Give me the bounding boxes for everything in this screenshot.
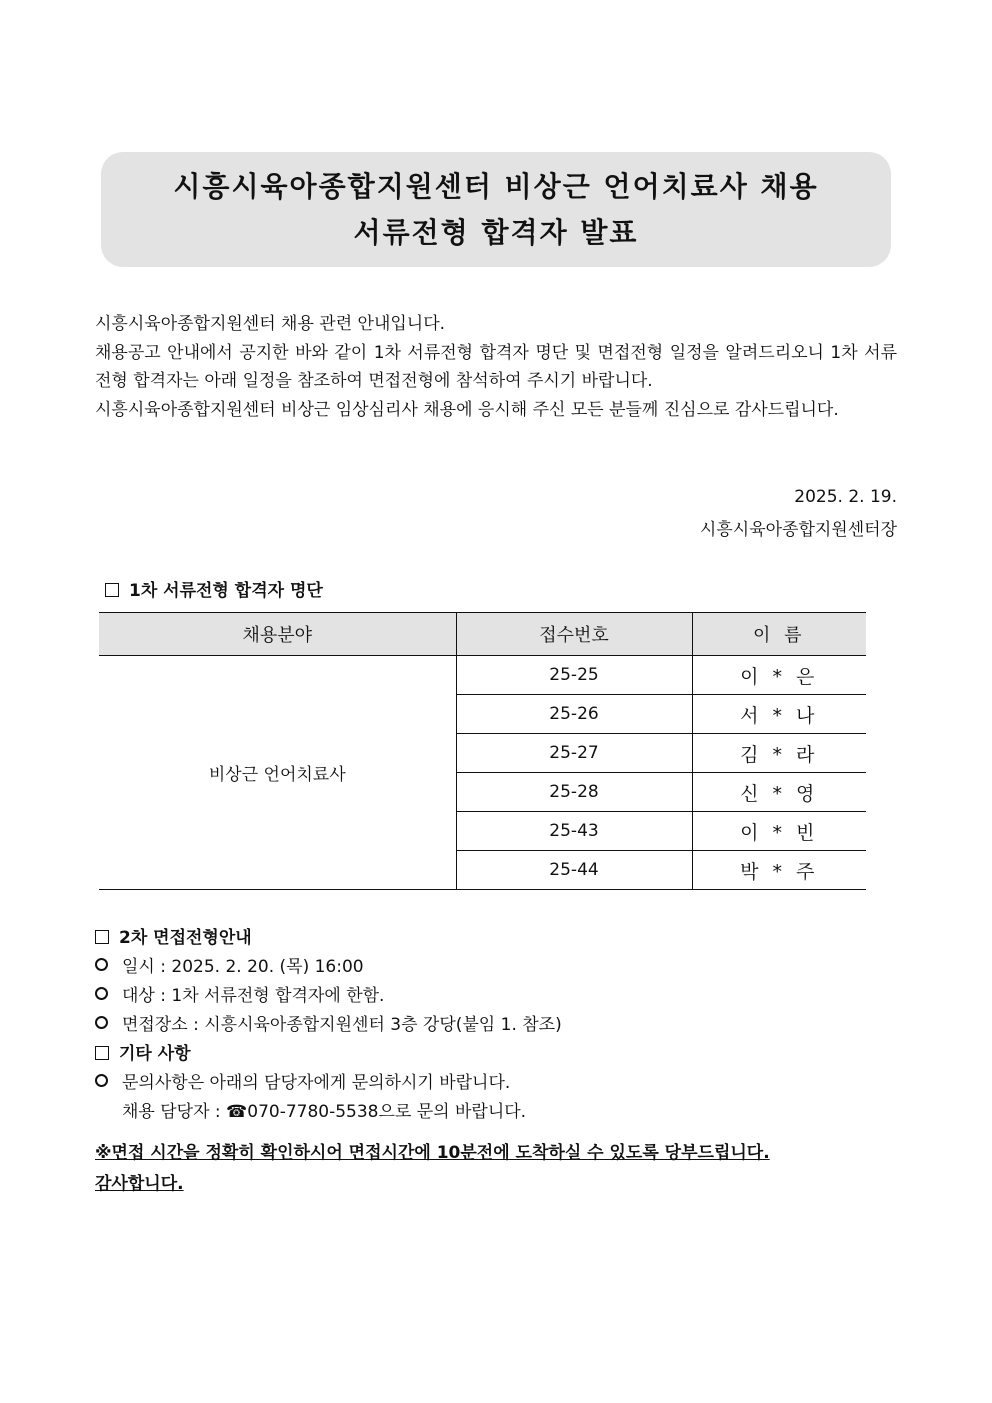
pass-list-table — [99, 612, 866, 890]
list-item — [95, 1068, 510, 1093]
interview-location: 면접장소 : 시흥시육아종합지원센터 3층 강당(붙임 1. 참조) — [122, 1015, 562, 1035]
list-item — [95, 981, 384, 1006]
applicant-name-cell: 김 * 라 — [692, 734, 866, 773]
section-2-heading — [95, 923, 252, 948]
application-number-cell: 25-44 — [456, 851, 692, 890]
circle-bullet-icon — [95, 1016, 108, 1029]
application-number-cell: 25-26 — [456, 695, 692, 734]
section-3-heading — [95, 1039, 191, 1064]
title-box — [101, 152, 891, 267]
column-header: 접수번호 — [456, 613, 692, 656]
applicant-name-cell: 박 * 주 — [692, 851, 866, 890]
section-1-heading-text: 1차 서류전형 합격자 명단 — [129, 581, 323, 601]
applicant-name-cell: 서 * 나 — [692, 695, 866, 734]
contact-prefix: 채용 담당자 : — [122, 1102, 227, 1122]
application-number-cell: 25-27 — [456, 734, 692, 773]
inquiry-text: 문의사항은 아래의 담당자에게 문의하시기 바랍니다. — [122, 1073, 511, 1093]
interview-datetime: 일시 : 2025. 2. 20. (목) 16:00 — [122, 957, 364, 977]
intro-line: 채용공고 안내에서 공지한 바와 같이 1차 서류전형 합격자 명단 및 면접전형 일정을 알려드리오니 1차 서류전형 합격자는 아래 일정을 참조하여 면접전형에 참석하여 주시기 바랍니다. — [95, 342, 897, 391]
application-number-cell: 25-28 — [456, 773, 692, 812]
circle-bullet-icon — [95, 958, 108, 971]
recruit-field-cell: 비상근 언어치료사 — [99, 656, 456, 890]
application-number-cell: 25-43 — [456, 812, 692, 851]
circle-bullet-icon — [95, 987, 108, 1000]
notice-line-2: 감사합니다. — [95, 1174, 184, 1194]
column-header: 채용분야 — [99, 613, 456, 656]
signer: 시흥시육아종합지원센터장 — [699, 520, 897, 540]
section-3-heading-text: 기타 사항 — [119, 1044, 191, 1064]
contact-line — [122, 1097, 526, 1122]
applicant-name-cell: 이 * 빈 — [692, 812, 866, 851]
checkbox-square-icon — [95, 1046, 109, 1060]
notice — [95, 1138, 770, 1200]
section-1-heading — [105, 576, 323, 601]
intro-paragraph — [95, 310, 897, 424]
intro-line: 시흥시육아종합지원센터 비상근 임상심리사 채용에 응시해 주신 모든 분들께 진심으로 감사드립니다. — [95, 399, 839, 420]
application-number-cell: 25-25 — [456, 656, 692, 695]
announcement-date: 2025. 2. 19. — [794, 487, 897, 507]
circle-bullet-icon — [95, 1074, 108, 1087]
table-row — [99, 656, 866, 695]
list-item — [95, 952, 364, 977]
intro-line: 시흥시육아종합지원센터 채용 관련 안내입니다. — [95, 314, 446, 334]
page-title-line-1: 시흥시육아종합지원센터 비상근 언어치료사 채용 — [173, 169, 819, 203]
interview-target: 대상 : 1차 서류전형 합격자에 한함. — [122, 986, 385, 1006]
section-2-heading-text: 2차 면접전형안내 — [119, 928, 252, 948]
applicant-name-cell: 신 * 영 — [692, 773, 866, 812]
page-title-line-2: 서류전형 합격자 발표 — [353, 215, 639, 249]
table-header-row — [99, 613, 866, 656]
column-header: 이 름 — [692, 613, 866, 656]
list-item — [95, 1010, 562, 1035]
checkbox-square-icon — [95, 930, 109, 944]
contact-phone: 070-7780-5538으로 문의 바랍니다. — [247, 1102, 527, 1122]
phone-icon: ☎ — [226, 1102, 248, 1122]
checkbox-square-icon — [105, 583, 119, 597]
applicant-name-cell: 이 * 은 — [692, 656, 866, 695]
notice-line-1: ※면접 시간을 정확히 확인하시어 면접시간에 10분전에 도착하실 수 있도록 당부드립니다. — [95, 1143, 770, 1163]
